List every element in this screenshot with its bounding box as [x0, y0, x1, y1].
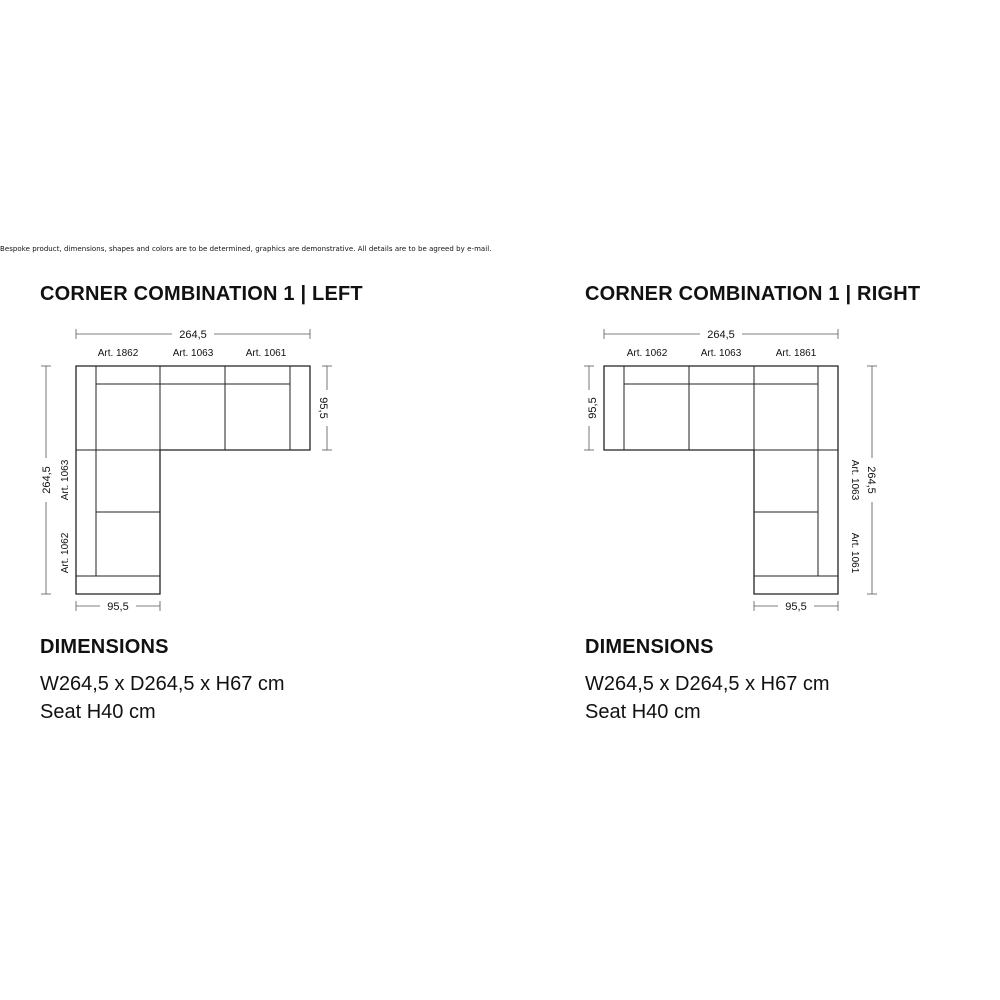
- left-top-label-2: Art. 1063: [172, 348, 214, 359]
- right-top-label-2: Art. 1063: [700, 348, 742, 359]
- right-sofa-outline: [604, 366, 838, 594]
- left-sofa-plan: [0, 320, 400, 620]
- right-combination-title: CORNER COMBINATION 1 | RIGHT: [585, 283, 921, 305]
- left-width-dimension: [76, 329, 310, 341]
- left-top-label-3: Art. 1061: [245, 348, 287, 359]
- left-seat-depth-label: 95,5: [317, 397, 329, 419]
- left-side-label-2: Art. 1062: [60, 532, 71, 574]
- left-dimensions-seat: Seat H40 cm: [40, 701, 156, 723]
- right-side-label-2: Art. 1061: [849, 532, 860, 574]
- right-dimensions-block: [585, 670, 830, 726]
- right-chaise-width-label: 95,5: [785, 601, 807, 613]
- right-sofa-plan: [550, 320, 950, 620]
- disclaimer-text: Bespoke product, dimensions, shapes and colors are to be determined, graphics are demonstrative. All details are to be agreed by e-mail.: [0, 245, 492, 253]
- left-depth-label: 264,5: [41, 466, 53, 494]
- right-dimensions-heading: DIMENSIONS: [585, 636, 714, 658]
- left-dimensions-size: W264,5 x D264,5 x H67 cm: [40, 673, 285, 695]
- right-width-label: 264,5: [707, 329, 735, 341]
- right-top-label-3: Art. 1861: [775, 348, 817, 359]
- left-sofa-outline: [76, 366, 310, 594]
- left-dimensions-heading: DIMENSIONS: [40, 636, 169, 658]
- left-width-label: 264,5: [179, 329, 207, 341]
- right-depth-label: 264,5: [865, 466, 877, 494]
- left-seat-depth-dimension: [317, 366, 332, 450]
- right-depth-dimension: [865, 366, 877, 594]
- left-chaise-width-label: 95,5: [107, 601, 129, 613]
- right-width-dimension: [604, 329, 838, 341]
- right-side-label-1: Art. 1063: [849, 459, 860, 501]
- left-chaise-width-dimension: [76, 601, 160, 613]
- left-combination-title: CORNER COMBINATION 1 | LEFT: [40, 283, 363, 305]
- right-seat-depth-label: 95,5: [587, 397, 599, 419]
- left-side-label-1: Art. 1063: [60, 459, 71, 501]
- right-dimensions-size: W264,5 x D264,5 x H67 cm: [585, 673, 830, 695]
- right-top-label-1: Art. 1062: [626, 348, 668, 359]
- right-seat-depth-dimension: [584, 366, 599, 450]
- left-depth-dimension: [41, 366, 53, 594]
- left-dimensions-block: [40, 670, 285, 726]
- right-chaise-width-dimension: [754, 601, 838, 613]
- right-dimensions-seat: Seat H40 cm: [585, 701, 701, 723]
- left-top-label-1: Art. 1862: [97, 348, 139, 359]
